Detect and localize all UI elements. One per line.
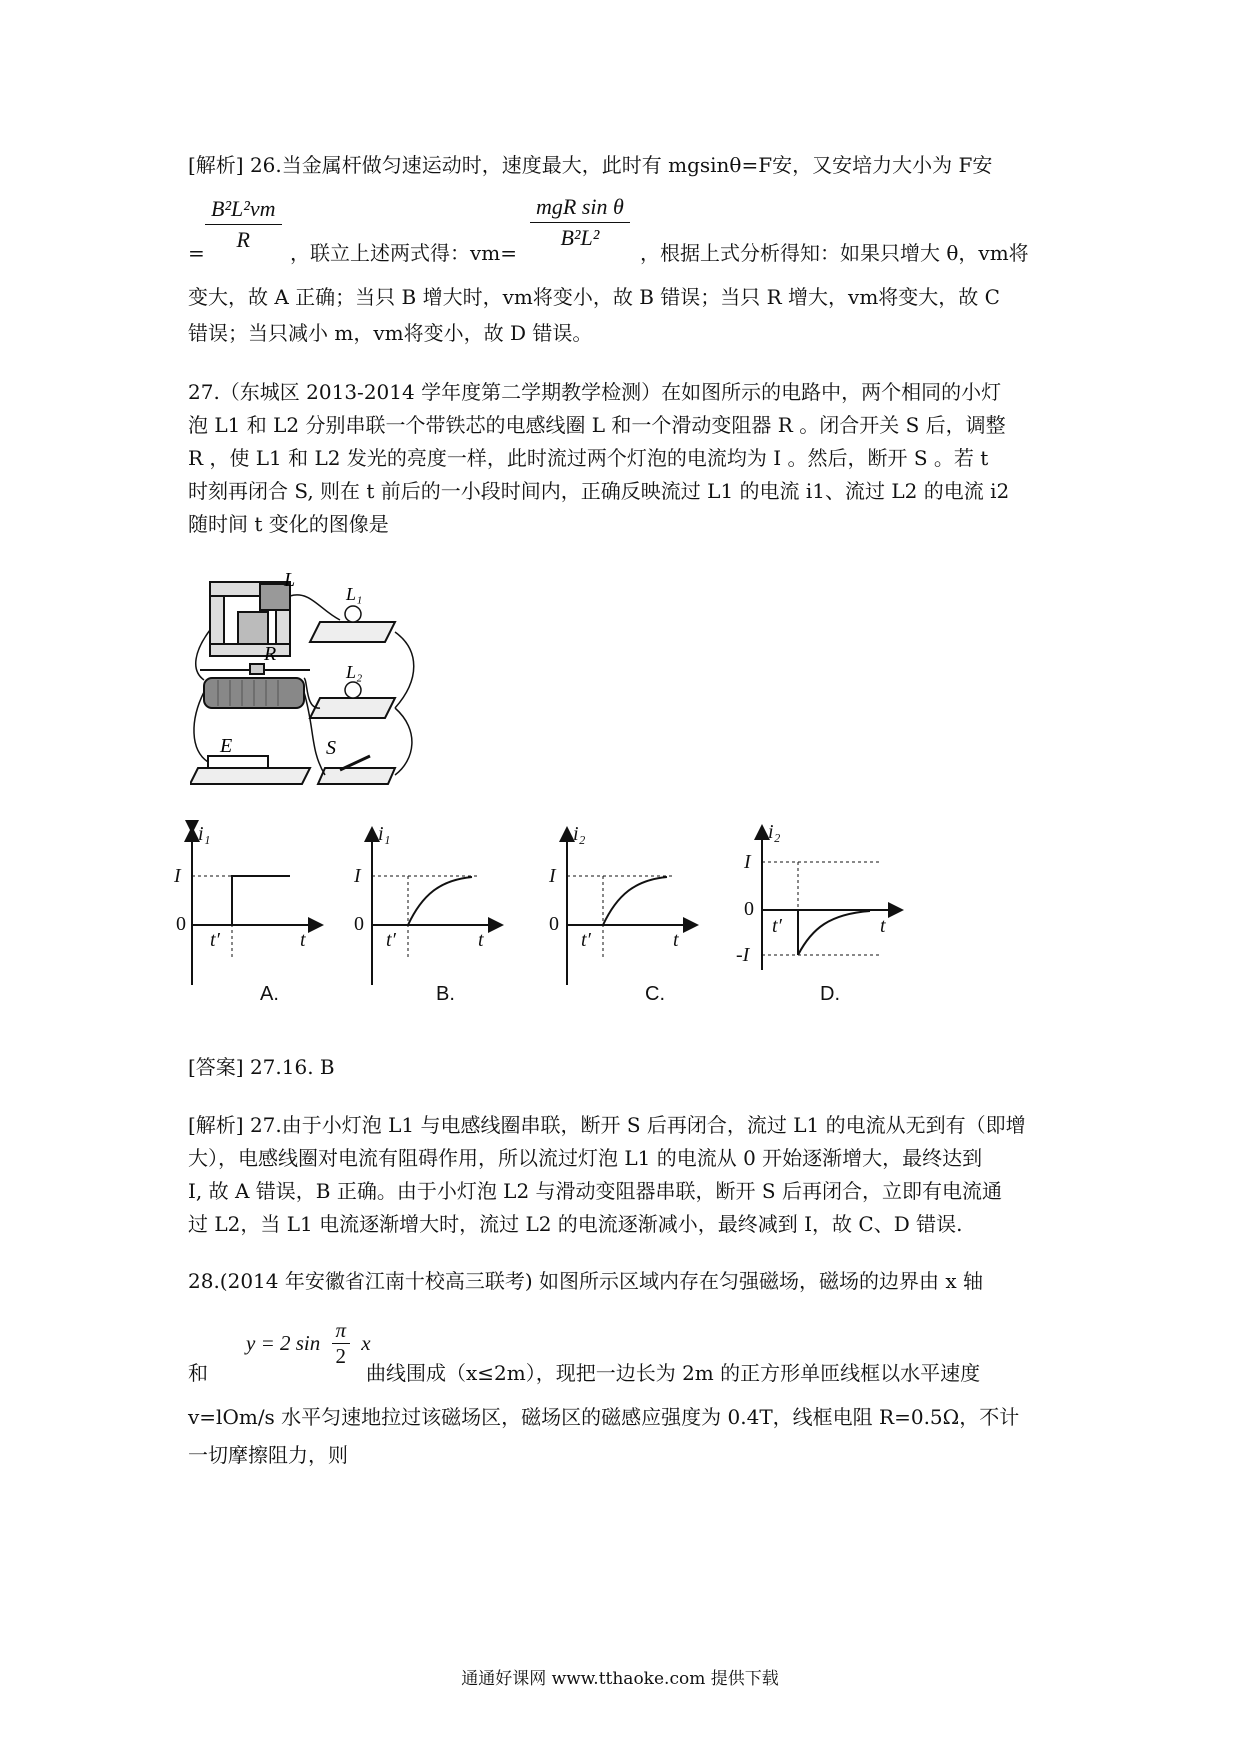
graph-b-ylabel: i₁ [378, 823, 391, 845]
analysis-26-eq-prefix: = [188, 241, 205, 265]
graph-b [353, 823, 500, 1005]
analysis-27-line1: [解析] 27.由于小灯泡 L1 与电感线圈串联，断开 S 后再闭合，流过 L1 的电流从无到有（即增 [188, 1113, 1026, 1137]
graph-d-tprime: t′ [772, 915, 782, 937]
graph-options [170, 820, 950, 1010]
graph-d-t: t [880, 915, 886, 937]
analysis-26-tail: ，根据上式分析得知：如果只增大 θ，vm将 [640, 241, 1029, 265]
analysis-27-line2: 大），电感线圈对电流有阻碍作用，所以流过灯泡 L1 的电流从 0 开始逐渐增大，最终达到 [188, 1146, 983, 1170]
question-27-line2: 泡 L1 和 L2 分别串联一个带铁芯的电感线圈 L 和一个滑动变阻器 R 。闭合开关 S 后，调整 [188, 413, 1006, 437]
graph-b-zero: 0 [354, 913, 364, 935]
fraction-velocity-denominator: B²L² [560, 225, 600, 250]
circuit-label-R: R [264, 643, 277, 665]
circuit-label-L: L [284, 570, 296, 591]
graph-d-I: I [744, 851, 751, 873]
answer-27: [答案] 27.16. B [188, 1055, 335, 1079]
question-27-line5: 随时间 t 变化的图像是 [188, 512, 389, 536]
analysis-27-line4: 过 L2，当 L1 电流逐渐增大时，流过 L2 的电流逐渐减小，最终减到 I，故 C、D 错误. [188, 1212, 963, 1236]
circuit-label-S: S [326, 737, 336, 759]
question-28-he: 和 [188, 1361, 208, 1385]
circuit-label-E: E [220, 735, 233, 757]
graph-c [548, 823, 695, 1005]
question-27-line3: R ，使 L1 和 L2 发光的亮度一样，此时流过两个灯泡的电流均为 I 。然后，断开 S 。若 t [188, 446, 989, 470]
analysis-27-line3: I, 故 A 错误，B 正确。由于小灯泡 L2 与滑动变阻器串联，断开 S 后再闭合，立即有电流通 [188, 1179, 1002, 1203]
fraction-velocity [530, 194, 630, 251]
boundary-formula [246, 1318, 371, 1369]
graph-c-ylabel: i₂ [573, 823, 586, 845]
circuit-label-L1: L₁ [346, 584, 363, 604]
graph-c-tprime: t′ [581, 929, 591, 951]
fraction-velocity-numerator: mgR sin θ [536, 194, 624, 219]
formula-right: x [361, 1331, 371, 1355]
graph-b-t: t [478, 929, 484, 951]
formula-numerator: π [335, 1318, 347, 1342]
graph-b-option: B. [436, 983, 455, 1005]
question-27-line4: 时刻再闭合 S, 则在 t 前后的一小段时间内，正确反映流过 L1 的电流 i1、流过 L2 的电流 i2 [188, 479, 1010, 503]
question-27-line1: 27.（东城区 2013-2014 学年度第二学期教学检测）在如图所示的电路中，两个相同的小灯 [188, 380, 1002, 404]
graph-c-option: C. [645, 983, 665, 1005]
question-28-line4: 一切摩擦阻力，则 [188, 1443, 348, 1467]
question-28-line1: 28.(2014 年安徽省江南十校高三联考) 如图所示区域内存在匀强磁场，磁场的边界由 x 轴 [188, 1269, 984, 1293]
graph-d-ylabel: i₂ [768, 821, 781, 843]
graph-a-t: t [300, 929, 306, 951]
graph-a-option: A. [260, 983, 279, 1005]
circuit-illustration [190, 570, 430, 790]
graph-a-tprime: t′ [210, 929, 220, 951]
graph-d-negI: -I [736, 944, 750, 966]
analysis-26-line1: [解析] 26.当金属杆做匀速运动时，速度最大，此时有 mgsinθ=F安，又安培力大小为 F安 [188, 153, 993, 177]
question-28-line3: v=lOm/s 水平匀速地拉过该磁场区，磁场区的磁感应强度为 0.4T，线框电阻 R=0.5Ω，不计 [188, 1405, 1020, 1429]
graph-a [173, 820, 320, 1005]
graph-c-zero: 0 [549, 913, 559, 935]
graph-c-t: t [673, 929, 679, 951]
graph-d-option: D. [820, 983, 840, 1005]
graph-b-tprime: t′ [386, 929, 396, 951]
graph-a-I: I [174, 865, 181, 887]
graph-d [736, 821, 900, 1005]
analysis-26-line3: 变大，故 A 正确；当只 B 增大时，vm将变小，故 B 错误；当只 R 增大，vm将变大，故 C [188, 285, 1000, 309]
formula-left: y = 2 sin [246, 1331, 321, 1355]
graph-a-zero: 0 [176, 913, 186, 935]
fraction-force [205, 196, 282, 253]
fraction-force-numerator: B²L²vm [211, 196, 276, 221]
question-28-line2: 曲线围成（x≤2m），现把一边长为 2m 的正方形单匝线框以水平速度 [366, 1361, 981, 1385]
graph-a-ylabel: i₁ [198, 823, 211, 845]
graph-d-zero: 0 [744, 898, 754, 920]
graph-b-I: I [354, 865, 361, 887]
graph-c-I: I [549, 865, 556, 887]
formula-denominator: 2 [332, 1343, 351, 1369]
page-footer: 通通好课网 www.tthaoke.com 提供下载 [461, 1669, 779, 1689]
circuit-label-L2: L₂ [346, 662, 363, 682]
fraction-force-denominator: R [236, 227, 250, 252]
analysis-26-line4: 错误；当只减小 m，vm将变小，故 D 错误。 [188, 321, 593, 345]
analysis-26-mid: ，联立上述两式得：vm= [290, 241, 518, 265]
